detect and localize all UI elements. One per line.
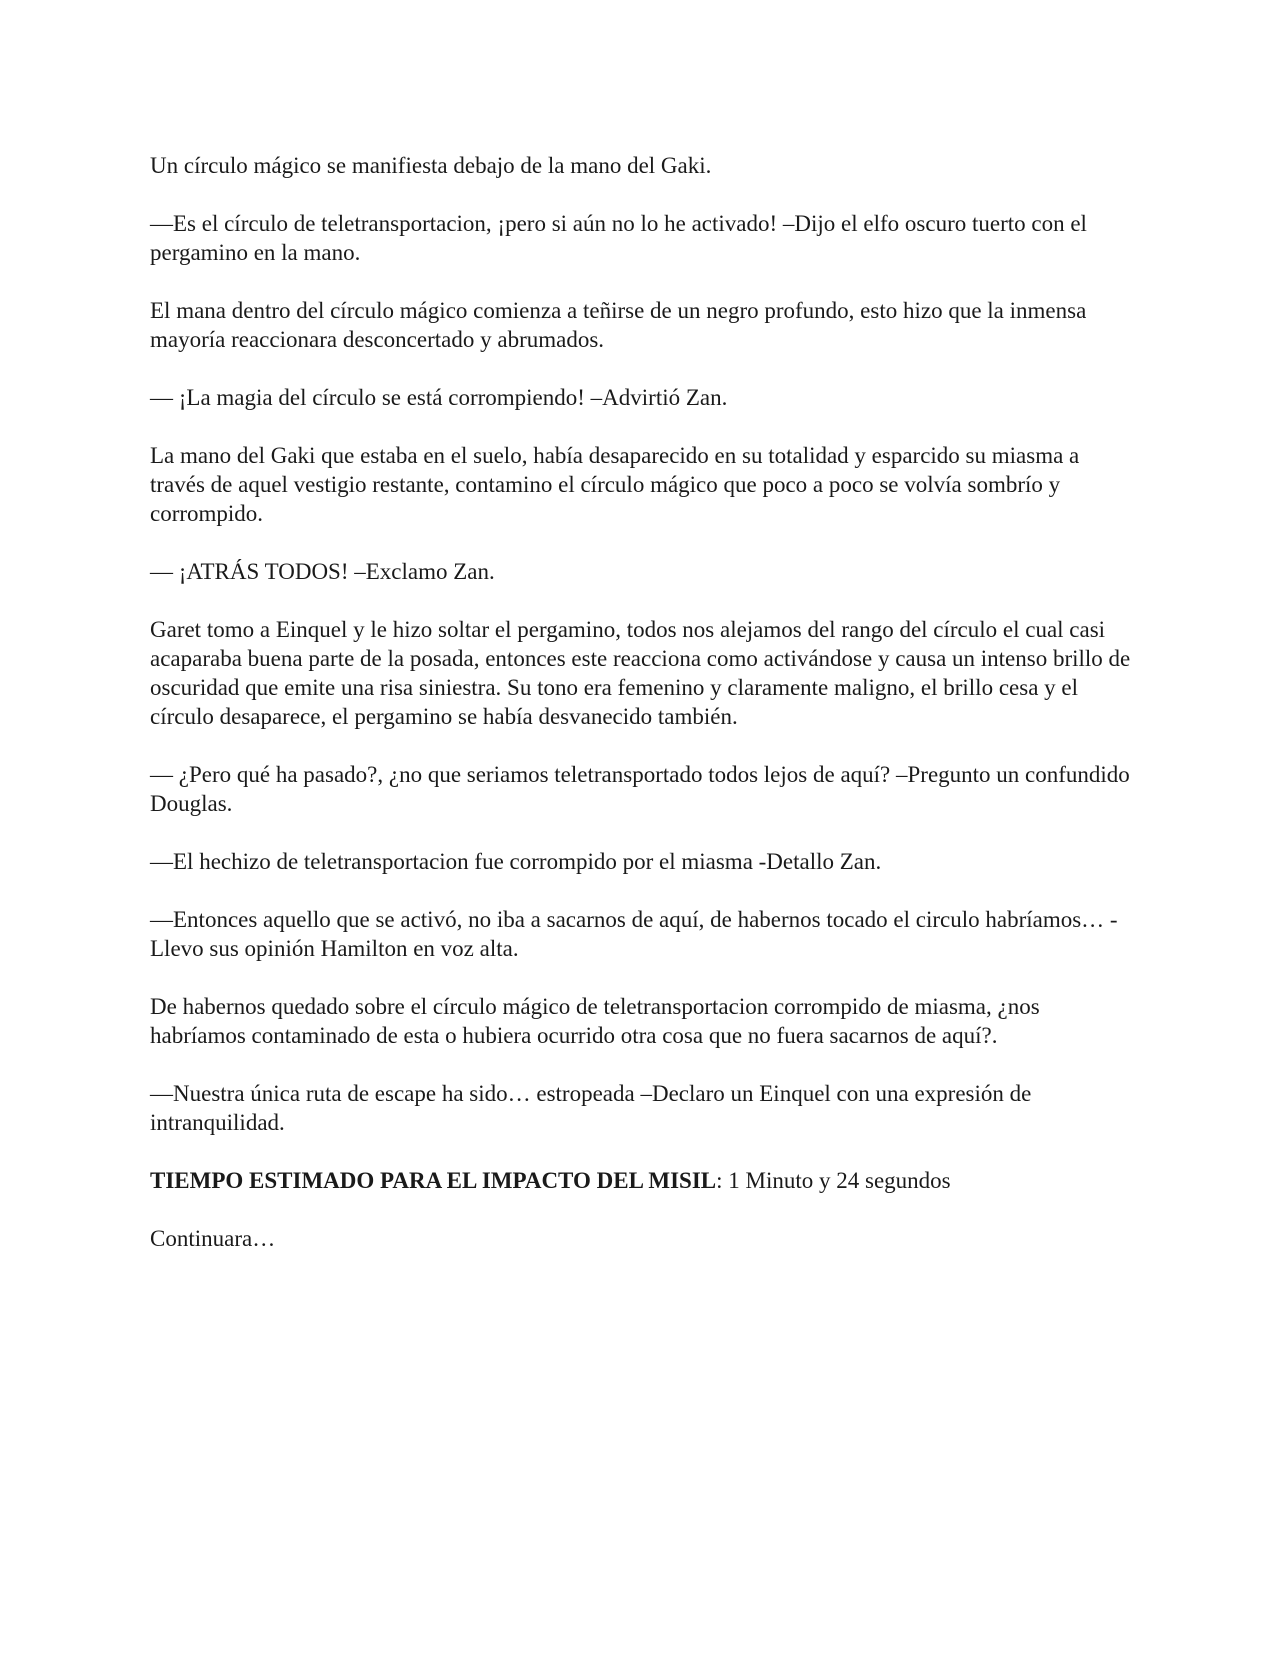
- timer-label: TIEMPO ESTIMADO PARA EL IMPACTO DEL MISIL: [150, 1168, 717, 1193]
- paragraph-9: —El hechizo de teletransportacion fue corrompido por el miasma -Detallo Zan.: [150, 849, 882, 874]
- timer-value: : 1 Minuto y 24 segundos: [716, 1168, 951, 1193]
- paragraph-6: — ¡ATRÁS TODOS! –Exclamo Zan.: [150, 559, 495, 584]
- paragraph-4: — ¡La magia del círculo se está corrompiendo! –Advirtió Zan.: [150, 385, 728, 410]
- paragraph-12: —Nuestra única ruta de escape ha sido… estropeada –Declaro un Einquel con una expresión de intranquilidad.: [150, 1081, 1032, 1135]
- paragraph-7: Garet tomo a Einquel y le hizo soltar el pergamino, todos nos alejamos del rango del círculo el cual casi acaparaba buena parte de la posada, entonces este reacciona como activándose y causa un intenso brillo de oscuridad que emite una risa siniestra. Su tono era femenino y claramente maligno, el brillo cesa y el círculo desaparece, el pergamino se había desvanecido también.: [150, 617, 1131, 729]
- paragraph-3: El mana dentro del círculo mágico comienza a teñirse de un negro profundo, esto hizo que la inmensa mayoría reaccionara desconcertado y abrumados.: [150, 298, 1087, 352]
- paragraph-1: Un círculo mágico se manifiesta debajo de la mano del Gaki.: [150, 153, 712, 178]
- paragraph-11: De habernos quedado sobre el círculo mágico de teletransportacion corrompido de miasma, ¿nos habríamos contaminado de esta o hubiera ocurrido otra cosa que no fuera sacarnos de aquí?.: [150, 994, 1040, 1048]
- document-body: [150, 151, 1135, 1282]
- paragraph-5: La mano del Gaki que estaba en el suelo, había desaparecido en su totalidad y esparcido su miasma a través de aquel vestigio restante, contamino el círculo mágico que poco a poco se volvía sombrío y corrompido.: [150, 443, 1080, 526]
- paragraph-8: — ¿Pero qué ha pasado?, ¿no que seriamos teletransportado todos lejos de aquí? –Pregunto un confundido Douglas.: [150, 762, 1130, 816]
- closing-line: Continuara…: [150, 1226, 276, 1251]
- paragraph-10: —Entonces aquello que se activó, no iba a sacarnos de aquí, de habernos tocado el circulo habríamos… -Llevo sus opinión Hamilton en voz alta.: [150, 907, 1118, 961]
- timer-line: [150, 1166, 1135, 1195]
- paragraph-2: —Es el círculo de teletransportacion, ¡pero si aún no lo he activado! –Dijo el elfo oscuro tuerto con el pergamino en la mano.: [150, 211, 1087, 265]
